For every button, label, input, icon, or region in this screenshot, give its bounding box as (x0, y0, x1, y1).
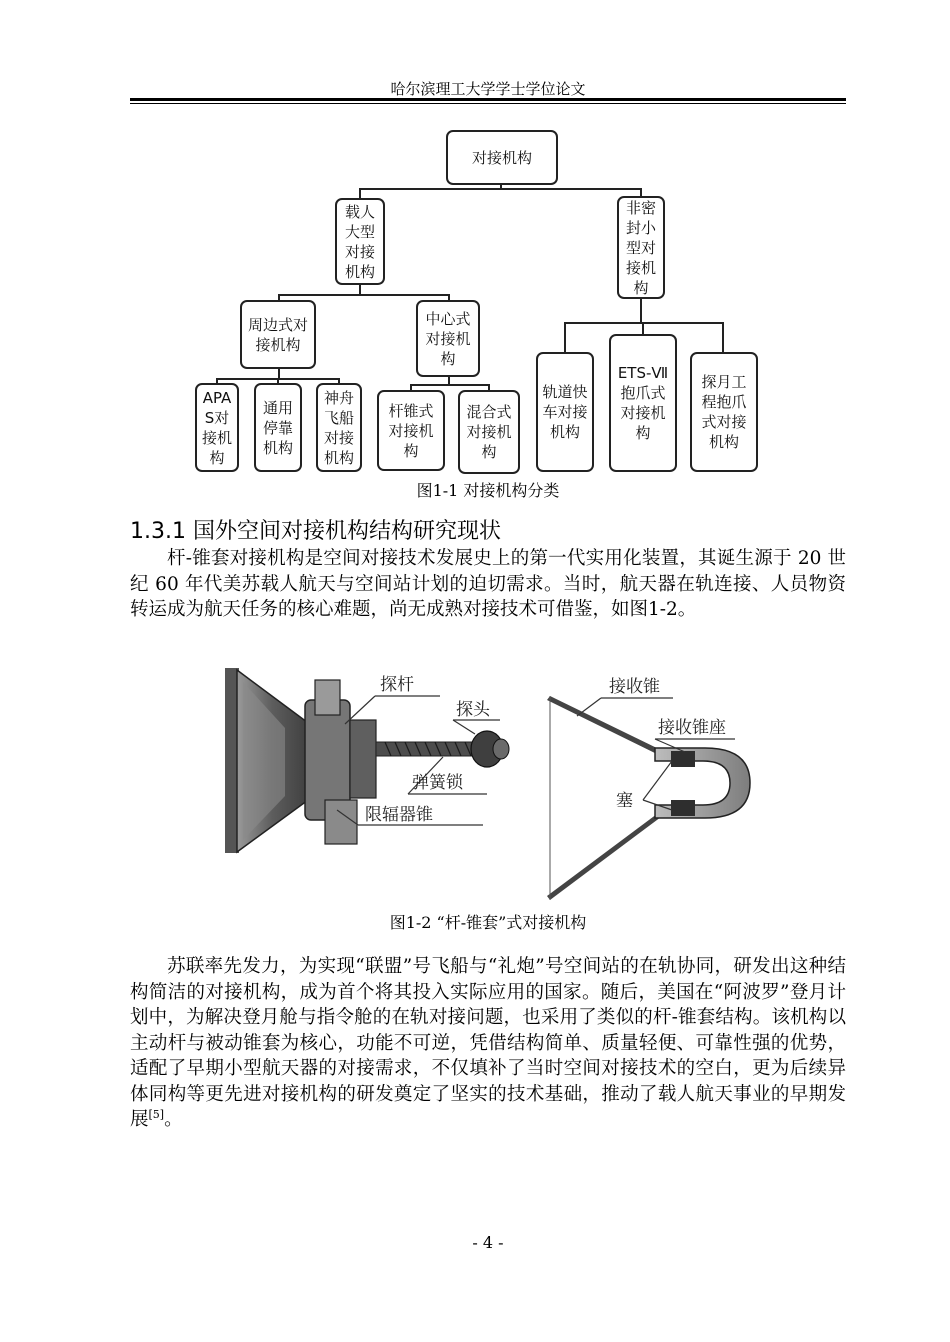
probe-drogue-figure (225, 660, 765, 905)
docking-classification-tree (190, 128, 760, 476)
label-probe: 探杆 (380, 675, 414, 695)
paragraph-2-text: 苏联率先发力，为实现“联盟”号飞船与“礼炮”号空间站的在轨协同，研发出这种结构简洁的对接机构，成为首个将其投入实际应用的国家。随后，美国在“阿波罗”登月计划中，为解决登月舱与指令舱的在轨对接问题，也采用了类似的杆-锥套结构。该机构以主动杆与被动锥套为核心，功能不可逆，凭借结构简单、质量轻便、可靠性强的优势，适配了早期小型航天器的对接需求，不仅填补了当时空间对接技术的空白，更为后续异体同构等更先进对接机构的研发奠定了坚实的技术基础，推动了载人航天事业的早期发展 (130, 956, 846, 1130)
node-peripheral: 周边式对接机构 (240, 300, 316, 369)
label-probe-head: 探头 (456, 700, 490, 720)
section-heading: 1.3.1 国外空间对接机构结构研究现状 (130, 519, 501, 544)
node-ets7: ETS-Ⅶ抱爪式对接机构 (609, 334, 677, 472)
node-docking-mechanism: 对接机构 (446, 130, 558, 185)
node-probe-cone: 杆锥式对接机构 (377, 390, 445, 471)
header-rule-thin (130, 103, 846, 104)
citation-ref[interactable]: [5] (148, 1107, 165, 1121)
figure1-caption: 图1-1 对接机构分类 (416, 481, 560, 500)
paragraph-2 (130, 954, 846, 1133)
figure2-caption: 图1-2 “杆-锥套”式对接机构 (389, 913, 587, 932)
paragraph-1: 杆-锥套对接机构是空间对接技术发展史上的第一代实用化装置，其诞生源于 20 世纪 60 年代美苏载人航天与空间站计划的迫切需求。当时，航天器在轨连接、人员物资转运成为航天任务的核心难题，尚无成熟对接技术可借鉴，如图1-2。 (130, 548, 846, 620)
label-receiving-cone-seat: 接收锥座 (658, 718, 726, 738)
label-plug: 塞 (616, 791, 633, 811)
label-receiving-cone: 接收锥 (609, 677, 660, 697)
node-lunar: 探月工程抱爪式对接机构 (690, 352, 758, 472)
header-rule-thick (130, 98, 846, 101)
node-manned-large: 载人大型对接机构 (335, 198, 385, 285)
node-common-berthing: 通用停靠机构 (254, 383, 302, 472)
node-central: 中心式对接机构 (416, 300, 480, 377)
node-apas: APAS对接机构 (195, 383, 239, 472)
paragraph-2-end: 。 (164, 1109, 183, 1130)
node-unsealed-small: 非密封小型对接机构 (617, 196, 665, 299)
label-limiter-cone: 限辐器锥 (365, 805, 433, 825)
node-shenzhou: 神舟飞船对接机构 (316, 383, 362, 472)
label-spring-lock: 弹簧锁 (412, 773, 463, 793)
node-orbital-express: 轨道快车对接机构 (536, 352, 594, 472)
running-header: 哈尔滨理工大学学士学位论文 (390, 80, 586, 98)
node-hybrid: 混合式对接机构 (458, 390, 520, 474)
page-number: - 4 - (472, 1233, 504, 1252)
